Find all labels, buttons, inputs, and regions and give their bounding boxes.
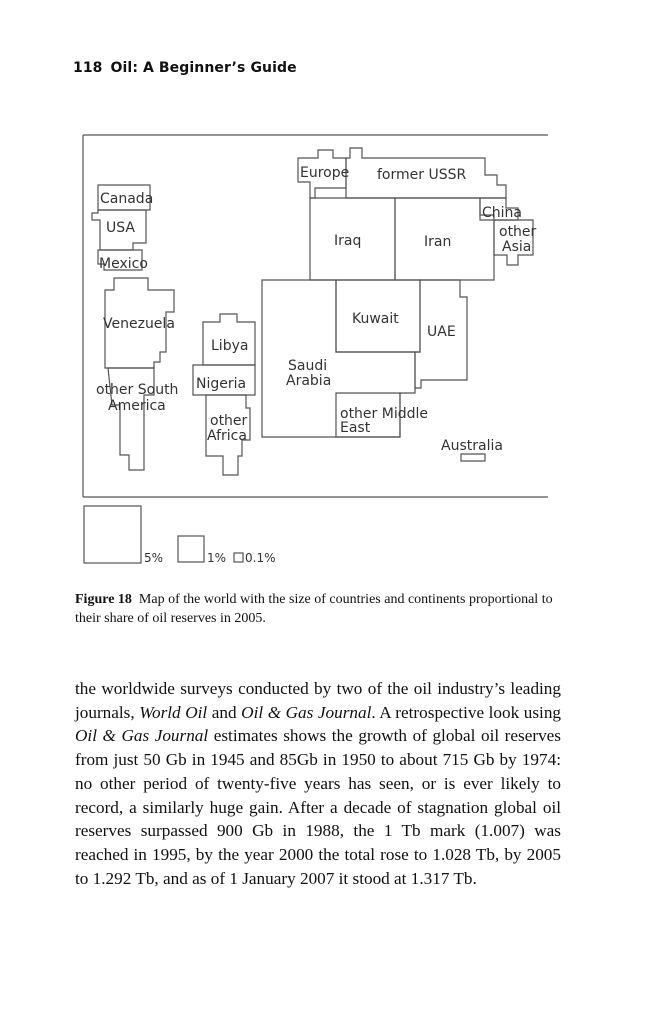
label-canada: Canada bbox=[100, 191, 154, 207]
body-paragraph bbox=[75, 677, 561, 890]
legend-0-1-percent-label: 0.1% bbox=[245, 551, 276, 565]
label-former-ussr: former USSR bbox=[377, 167, 467, 183]
label-china: China bbox=[482, 205, 522, 221]
body-text-1: the worldwide surveys conducted by two of the oil industry’s leading journals, bbox=[75, 679, 561, 722]
page-number: 118 bbox=[73, 60, 103, 76]
legend-5-percent-label: 5% bbox=[144, 551, 164, 565]
label-other-south-america-line1: other South bbox=[96, 382, 179, 398]
label-venezuela: Venezuela bbox=[103, 316, 175, 332]
label-other-south-america-line2: America bbox=[108, 398, 166, 414]
label-iraq: Iraq bbox=[334, 233, 362, 249]
running-title: Oil: A Beginner’s Guide bbox=[110, 60, 297, 76]
label-other-middle-east-line1: other Middle bbox=[340, 406, 428, 422]
journal-oil-gas-1: Oil & Gas Journal bbox=[241, 702, 372, 722]
legend-5-percent-square bbox=[84, 506, 141, 563]
label-saudi-line2: Arabia bbox=[286, 373, 332, 389]
legend-0-1-percent-square bbox=[234, 553, 243, 562]
journal-oil-gas-2: Oil & Gas Journal bbox=[75, 726, 209, 746]
body-text-2: . A retrospective look using bbox=[371, 702, 562, 722]
label-saudi-line1: Saudi bbox=[288, 358, 328, 374]
label-mexico: Mexico bbox=[99, 256, 148, 272]
label-other-asia-line2: Asia bbox=[502, 239, 532, 255]
figure-caption bbox=[75, 590, 561, 628]
label-other-asia-line1: other bbox=[499, 224, 537, 240]
label-iran: Iran bbox=[424, 234, 452, 250]
australia-shape bbox=[461, 454, 485, 461]
label-uae: UAE bbox=[427, 324, 456, 340]
body-text-3: estimates shows the growth of global oil reserves from just 50 Gb in 1945 and 85Gb in 1950 to about 715 Gb by 1974: no other period of twenty-five years has seen, or is ever likely to record, a similarly huge gain. After a decade of stagnation global oil reserves surpassed 900 Gb in 1988, the 1 Tb mark (1.007) was reached in 1995, by the year 2000 the total rose to 1.028 Tb, by 2005 to 1.292 Tb, and as of 1 January 2007 it stood at 1.317 Tb. bbox=[75, 726, 561, 888]
label-europe: Europe bbox=[300, 165, 350, 181]
label-other-middle-east-line2: East bbox=[340, 420, 371, 436]
figure-label: Figure 18 bbox=[75, 592, 132, 607]
label-nigeria: Nigeria bbox=[196, 376, 247, 392]
journal-world-oil: World Oil bbox=[139, 702, 208, 722]
label-usa: USA bbox=[106, 220, 135, 236]
body-and: and bbox=[207, 702, 242, 722]
label-australia: Australia bbox=[441, 438, 503, 454]
legend-1-percent-label: 1% bbox=[207, 551, 227, 565]
label-libya: Libya bbox=[211, 338, 249, 354]
label-kuwait: Kuwait bbox=[352, 311, 399, 327]
legend-1-percent-square bbox=[178, 536, 204, 562]
caption-text: Map of the world with the size of countries and continents proportional to their share of oil reserves in 2005. bbox=[75, 592, 553, 626]
label-other-africa-line1: other bbox=[210, 413, 248, 429]
label-other-africa-line2: Africa bbox=[207, 428, 247, 444]
